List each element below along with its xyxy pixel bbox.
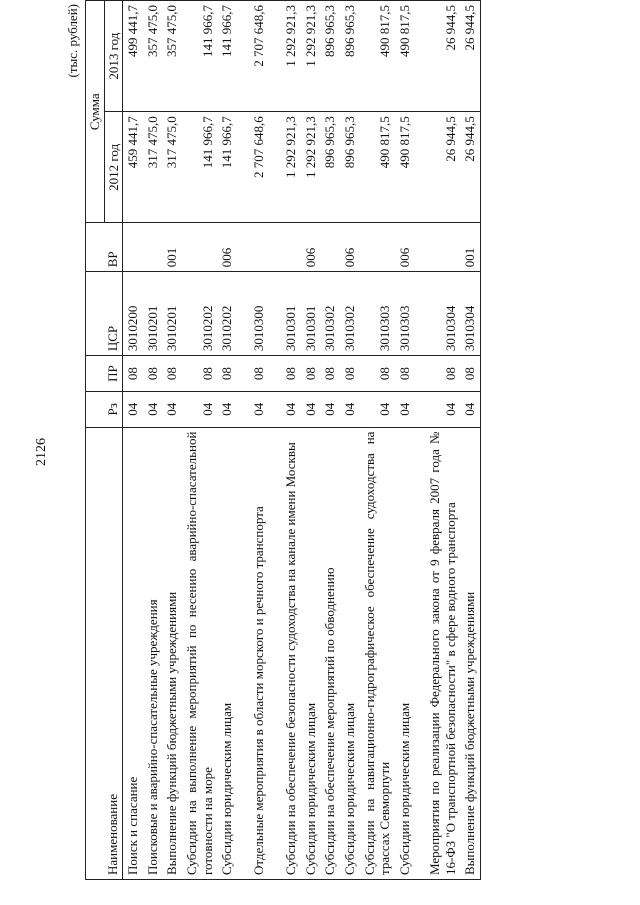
- cell-2012: 1 292 921,3: [269, 112, 301, 223]
- cell-vr: 001: [162, 223, 182, 272]
- table-row: [182, 1, 217, 880]
- cell-rz: 04: [162, 392, 182, 428]
- cell-csr: 3010202: [182, 272, 217, 356]
- cell-csr: 3010301: [269, 272, 301, 356]
- cell-2013: 1 292 921,3: [301, 1, 321, 112]
- cell-pr: 08: [217, 356, 237, 392]
- cell-rz: 04: [460, 392, 480, 428]
- cell-pr: 08: [395, 356, 415, 392]
- cell-pr: 08: [182, 356, 217, 392]
- cell-pr: 08: [162, 356, 182, 392]
- cell-pr: 08: [269, 356, 301, 392]
- cell-2013: 896 965,3: [340, 1, 360, 112]
- table-row: [123, 1, 143, 880]
- page-number: 2126: [34, 438, 49, 466]
- cell-pr: 08: [237, 356, 269, 392]
- cell-2012: 896 965,3: [320, 112, 340, 223]
- cell-csr: 3010304: [460, 272, 480, 356]
- cell-rz: 04: [143, 392, 163, 428]
- cell-rz: 04: [301, 392, 321, 428]
- cell-vr: [123, 223, 143, 272]
- header-sum: Сумма: [86, 1, 105, 223]
- cell-2012: 896 965,3: [340, 112, 360, 223]
- cell-2012: 2 707 648,6: [237, 112, 269, 223]
- table-row: [162, 1, 182, 880]
- table-row: [143, 1, 163, 880]
- cell-rz: 04: [320, 392, 340, 428]
- rotated-page-content: [65, 0, 595, 880]
- cell-name: Субсидии юридическим лицам: [301, 427, 321, 879]
- cell-2013: 141 966,7: [217, 1, 237, 112]
- cell-name: Субсидии на обеспечение мероприятий по обводнению: [320, 427, 340, 879]
- cell-name: Выполнение функций бюджетными учреждениями: [162, 427, 182, 879]
- cell-name: Субсидии на обеспечение безопасности судоходства на канале имени Москвы: [269, 427, 301, 879]
- cell-rz: 04: [395, 392, 415, 428]
- cell-2012: 490 817,5: [395, 112, 415, 223]
- table-row: [360, 1, 395, 880]
- cell-2013: 141 966,7: [182, 1, 217, 112]
- cell-vr: [237, 223, 269, 272]
- cell-pr: 08: [301, 356, 321, 392]
- cell-name: Выполнение функций бюджетными учреждениями: [460, 427, 480, 879]
- cell-pr: 08: [143, 356, 163, 392]
- cell-rz: 04: [237, 392, 269, 428]
- header-year-2013: 2013 год: [104, 1, 123, 112]
- cell-name: Субсидии на навигационно-гидрографическое обеспечение судоходства на трассах Севморпути: [360, 427, 395, 879]
- cell-csr: 3010200: [123, 272, 143, 356]
- cell-2013: 26 944,5: [414, 1, 460, 112]
- cell-name: Поиск и спасание: [123, 427, 143, 879]
- budget-table: [85, 0, 481, 880]
- cell-pr: 08: [360, 356, 395, 392]
- cell-name: Отдельные мероприятия в области морского и речного транспорта: [237, 427, 269, 879]
- cell-vr: [360, 223, 395, 272]
- cell-pr: 08: [460, 356, 480, 392]
- cell-pr: 08: [414, 356, 460, 392]
- table-row: [217, 1, 237, 880]
- header-rz: Рз: [86, 392, 123, 428]
- cell-pr: 08: [340, 356, 360, 392]
- cell-name: Субсидии юридическим лицам: [395, 427, 415, 879]
- cell-csr: 3010304: [414, 272, 460, 356]
- cell-vr: 006: [340, 223, 360, 272]
- cell-2013: 490 817,5: [360, 1, 395, 112]
- cell-vr: 006: [301, 223, 321, 272]
- cell-name: Субсидии юридическим лицам: [340, 427, 360, 879]
- cell-csr: 3010303: [360, 272, 395, 356]
- cell-csr: 3010202: [217, 272, 237, 356]
- cell-vr: [414, 223, 460, 272]
- table-body: [123, 1, 481, 880]
- cell-vr: [143, 223, 163, 272]
- header-csr: ЦСР: [86, 272, 123, 356]
- header-year-2012: 2012 год: [104, 112, 123, 223]
- cell-2013: 896 965,3: [320, 1, 340, 112]
- cell-vr: 001: [460, 223, 480, 272]
- table-row: [395, 1, 415, 880]
- cell-vr: 006: [395, 223, 415, 272]
- table-row: [237, 1, 269, 880]
- table-row: [269, 1, 301, 880]
- cell-name: Субсидии юридическим лицам: [217, 427, 237, 879]
- table-row: [320, 1, 340, 880]
- cell-vr: [269, 223, 301, 272]
- cell-name: Субсидии на выполнение мероприятий по несению аварийно-спасательной готовности на море: [182, 427, 217, 879]
- units-label: (тыс. рублей): [65, 4, 80, 78]
- cell-2012: 141 966,7: [217, 112, 237, 223]
- table-row: [460, 1, 480, 880]
- cell-rz: 04: [269, 392, 301, 428]
- cell-vr: [182, 223, 217, 272]
- cell-pr: 08: [320, 356, 340, 392]
- cell-2013: 499 441,7: [123, 1, 143, 112]
- cell-2012: 490 817,5: [360, 112, 395, 223]
- header-pr: ПР: [86, 356, 123, 392]
- cell-name: Мероприятия по реализации Федерального закона от 9 февраля 2007 года № 16-ФЗ "О транспортной безопасности" в сфере водного транспорта: [414, 427, 460, 879]
- cell-2012: 459 441,7: [123, 112, 143, 223]
- cell-rz: 04: [360, 392, 395, 428]
- cell-2013: 490 817,5: [395, 1, 415, 112]
- table-row: [414, 1, 460, 880]
- cell-csr: 3010201: [162, 272, 182, 356]
- cell-2013: 1 292 921,3: [269, 1, 301, 112]
- cell-pr: 08: [123, 356, 143, 392]
- table-header: [86, 1, 123, 880]
- cell-2012: 317 475,0: [162, 112, 182, 223]
- table-row: [301, 1, 321, 880]
- cell-2012: 26 944,5: [460, 112, 480, 223]
- cell-csr: 3010201: [143, 272, 163, 356]
- cell-csr: 3010302: [320, 272, 340, 356]
- cell-2013: 26 944,5: [460, 1, 480, 112]
- cell-2012: 317 475,0: [143, 112, 163, 223]
- cell-2012: 141 966,7: [182, 112, 217, 223]
- cell-rz: 04: [123, 392, 143, 428]
- header-name: Наименование: [86, 427, 123, 879]
- cell-vr: 006: [217, 223, 237, 272]
- cell-rz: 04: [217, 392, 237, 428]
- cell-2013: 2 707 648,6: [237, 1, 269, 112]
- cell-2012: 1 292 921,3: [301, 112, 321, 223]
- cell-2013: 357 475,0: [162, 1, 182, 112]
- cell-rz: 04: [340, 392, 360, 428]
- cell-csr: 3010303: [395, 272, 415, 356]
- cell-2013: 357 475,0: [143, 1, 163, 112]
- cell-rz: 04: [182, 392, 217, 428]
- header-vr: ВР: [86, 223, 123, 272]
- cell-csr: 3010302: [340, 272, 360, 356]
- cell-csr: 3010300: [237, 272, 269, 356]
- table-row: [340, 1, 360, 880]
- cell-name: Поисковые и аварийно-спасательные учреждения: [143, 427, 163, 879]
- cell-csr: 3010301: [301, 272, 321, 356]
- cell-rz: 04: [414, 392, 460, 428]
- cell-2012: 26 944,5: [414, 112, 460, 223]
- cell-vr: [320, 223, 340, 272]
